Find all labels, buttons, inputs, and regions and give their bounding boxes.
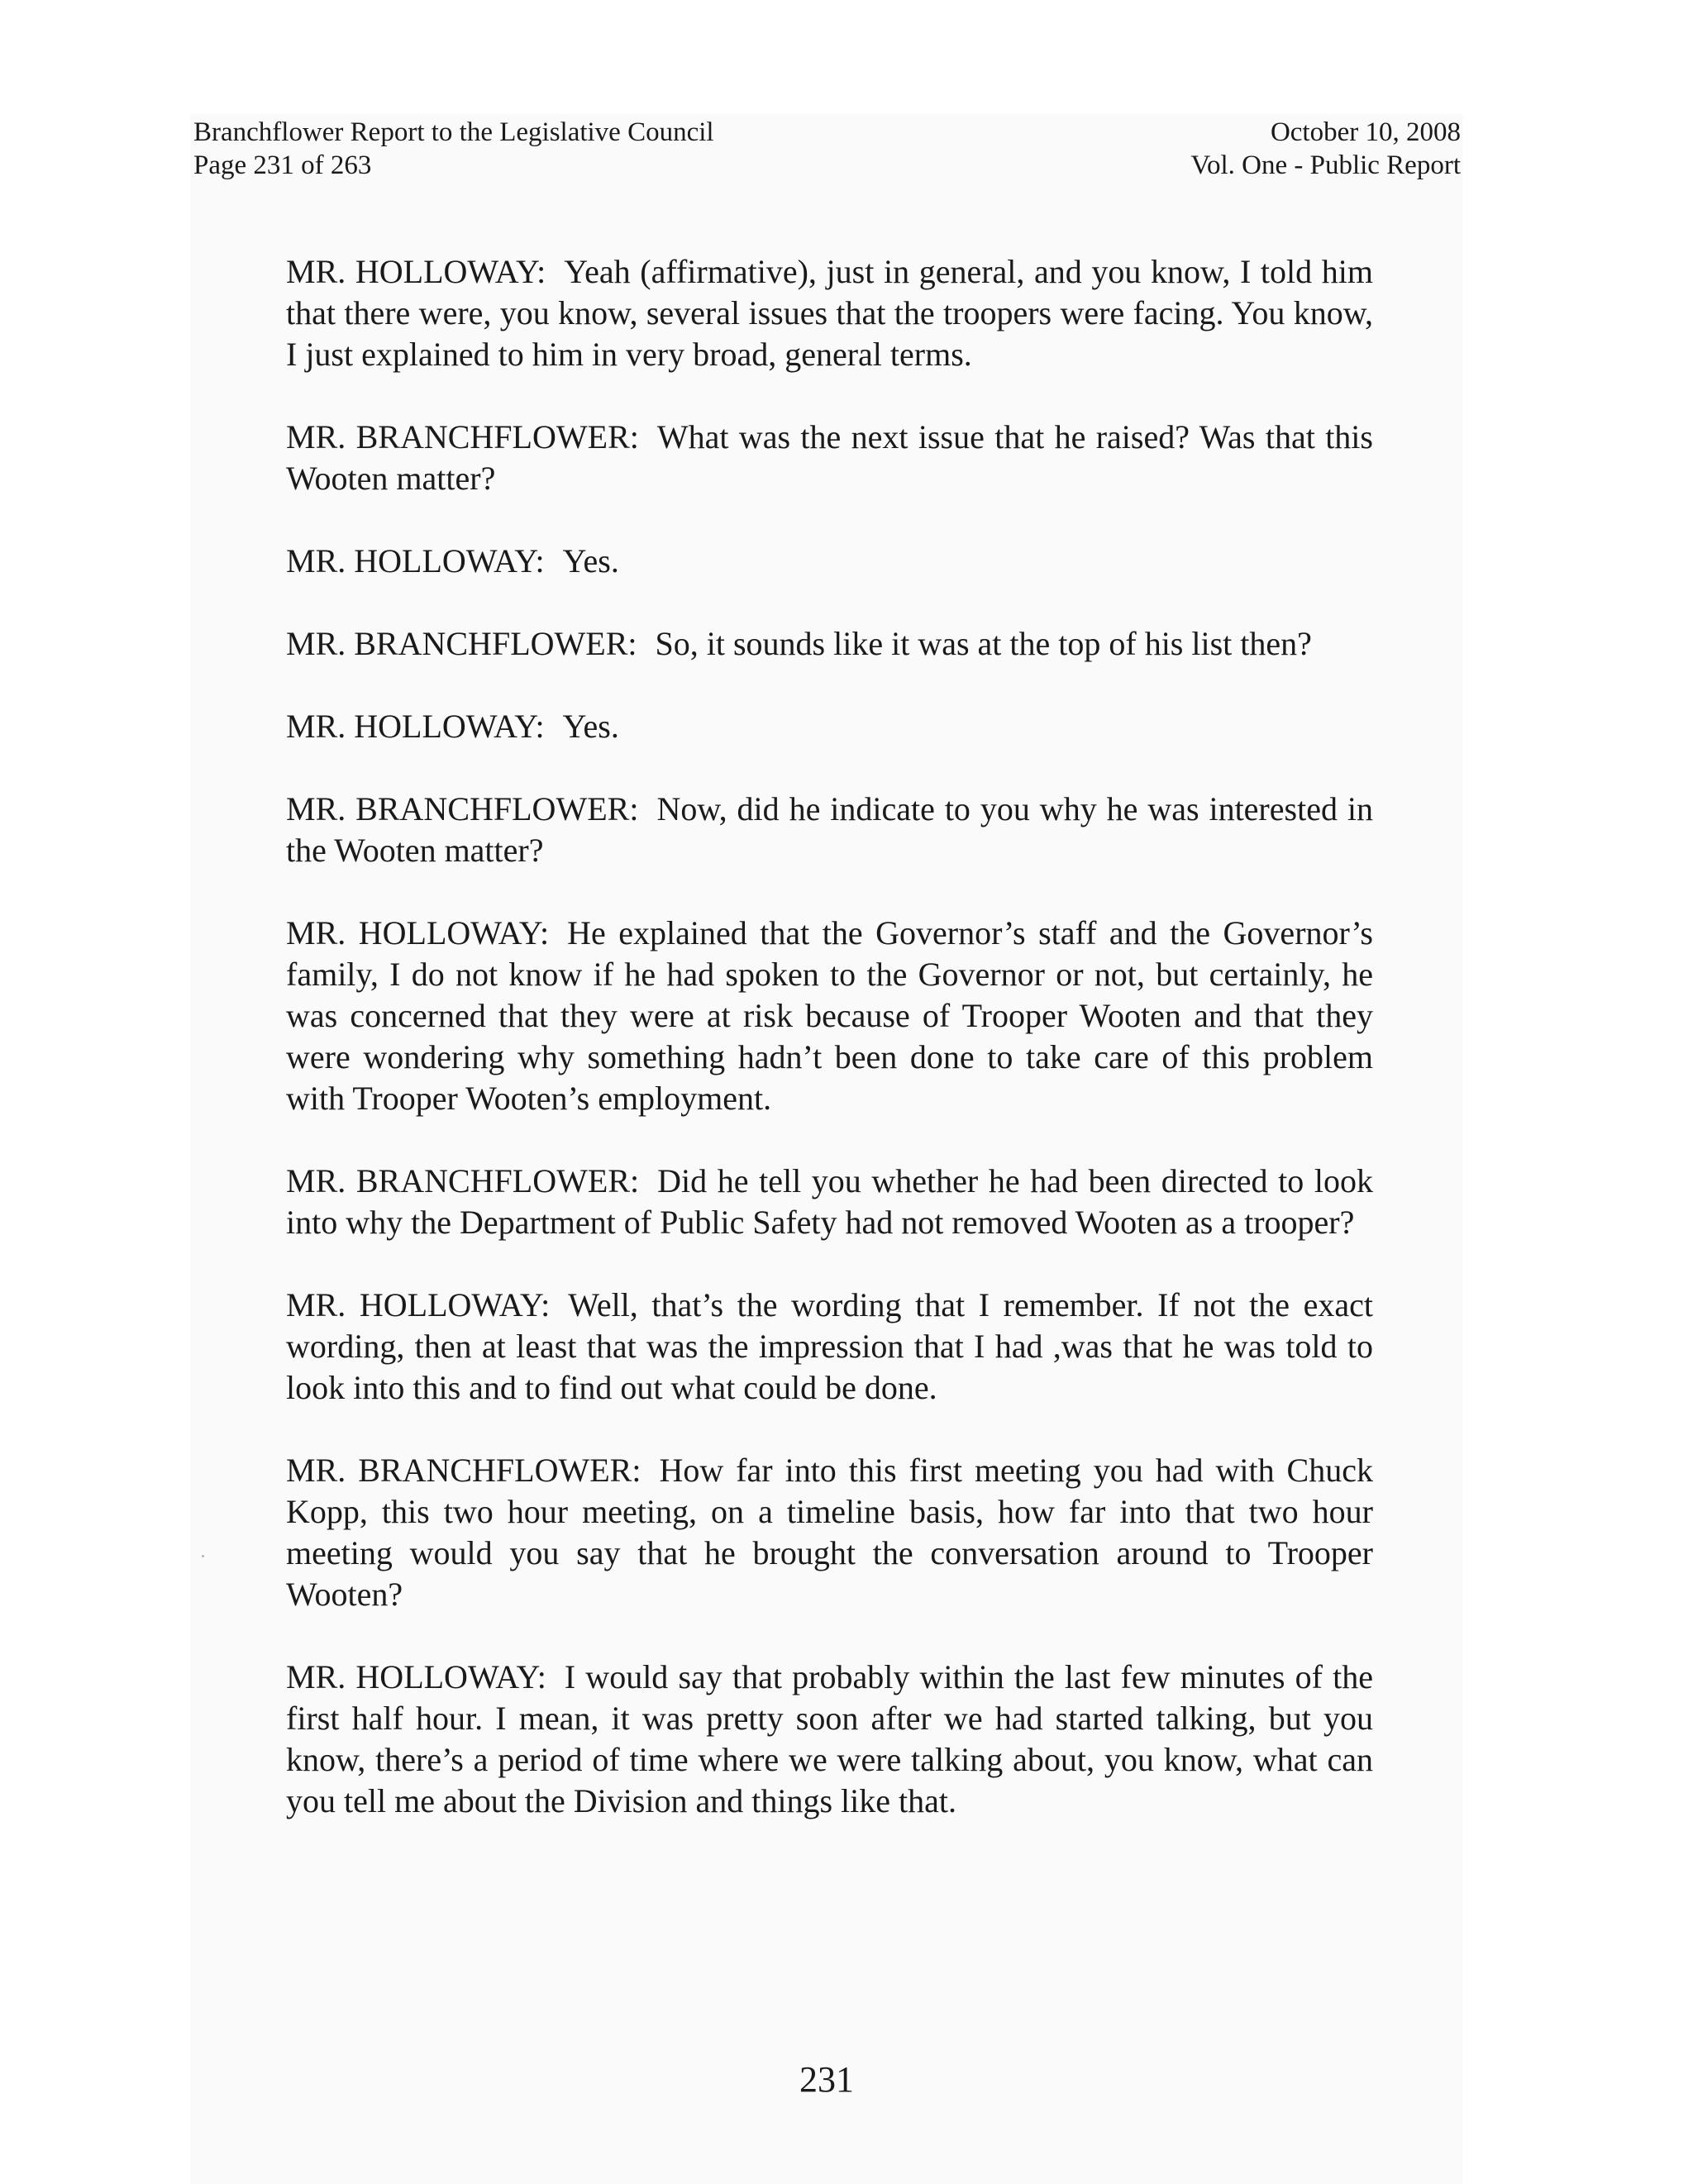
- paragraph-text: Yes.: [562, 542, 619, 579]
- transcript-paragraph: [286, 1161, 1373, 1243]
- transcript-body: [286, 251, 1373, 1863]
- report-date: October 10, 2008: [1270, 117, 1461, 147]
- transcript-paragraph: [286, 417, 1373, 499]
- transcript-paragraph: [286, 789, 1373, 871]
- scan-speck: [202, 1555, 204, 1557]
- header-right: [1190, 116, 1461, 182]
- paragraph-text: Yes.: [562, 708, 619, 745]
- speaker-label: MR. BRANCHFLOWER:: [286, 1452, 641, 1489]
- paragraph-text: So, it sounds like it was at the top of his list then?: [655, 625, 1312, 662]
- speaker-label: MR. BRANCHFLOWER:: [286, 418, 639, 455]
- paragraph-text: He explained that the Governor’s staff and the Governor’s family, I do not know if he had spoken to the Governor or not, but certainly, he was concerned that they were at risk because of Trooper Wooten and that they were wondering why something hadn’t been done to take care of this problem with Trooper Wooten’s employment.: [286, 914, 1373, 1117]
- speaker-label: MR. HOLLOWAY:: [286, 542, 545, 579]
- page-count: Page 231 of 263: [193, 150, 372, 180]
- transcript-paragraph: [286, 1285, 1373, 1409]
- paragraph-text: Did he tell you whether he had been directed to look into why the Department of Public Safety had not removed Wooten as a trooper?: [286, 1162, 1373, 1241]
- transcript-paragraph: [286, 913, 1373, 1119]
- transcript-paragraph: [286, 623, 1373, 665]
- paragraph-text: I would say that probably within the last few minutes of the first half hour. I mean, it was pretty soon after we had started talking, but you know, there’s a period of time where we were talking about, you know, what can you tell me about the Division and things like that.: [286, 1658, 1373, 1819]
- paragraph-text: What was the next issue that he raised? Was that this Wooten matter?: [286, 418, 1373, 497]
- paragraph-text: Now, did he indicate to you why he was interested in the Wooten matter?: [286, 790, 1373, 869]
- speaker-label: MR. HOLLOWAY:: [286, 1658, 546, 1695]
- speaker-label: MR. HOLLOWAY:: [286, 708, 545, 745]
- transcript-paragraph: [286, 541, 1373, 582]
- transcript-paragraph: [286, 251, 1373, 375]
- speaker-label: MR. HOLLOWAY:: [286, 1286, 551, 1323]
- transcript-paragraph: [286, 1657, 1373, 1822]
- transcript-paragraph: [286, 1450, 1373, 1615]
- volume-label: Vol. One - Public Report: [1190, 150, 1461, 180]
- paragraph-text: Yeah (affirmative), just in general, and you know, I told him that there were, you know, several issues that the troopers were facing. You know, I just explained to him in very broad, general terms.: [286, 253, 1374, 373]
- report-title: Branchflower Report to the Legislative Council: [193, 117, 714, 147]
- speaker-label: MR. BRANCHFLOWER:: [286, 1162, 640, 1199]
- speaker-label: MR. HOLLOWAY:: [286, 253, 546, 290]
- page-number: 231: [799, 2059, 854, 2100]
- transcript-paragraph: [286, 706, 1373, 747]
- paragraph-text: How far into this first meeting you had with Chuck Kopp, this two hour meeting, on a timeline basis, how far into that two hour meeting would you say that he brought the conversation around to Trooper Wooten?: [286, 1452, 1373, 1613]
- speaker-label: MR. HOLLOWAY:: [286, 914, 550, 951]
- speaker-label: MR. BRANCHFLOWER:: [286, 625, 637, 662]
- speaker-label: MR. BRANCHFLOWER:: [286, 790, 639, 827]
- header-left: [193, 116, 714, 182]
- paragraph-text: Well, that’s the wording that I remember. If not the exact wording, then at least that was the impression that I had ,was that he was told to look into this and to find out what could be done.: [286, 1286, 1373, 1406]
